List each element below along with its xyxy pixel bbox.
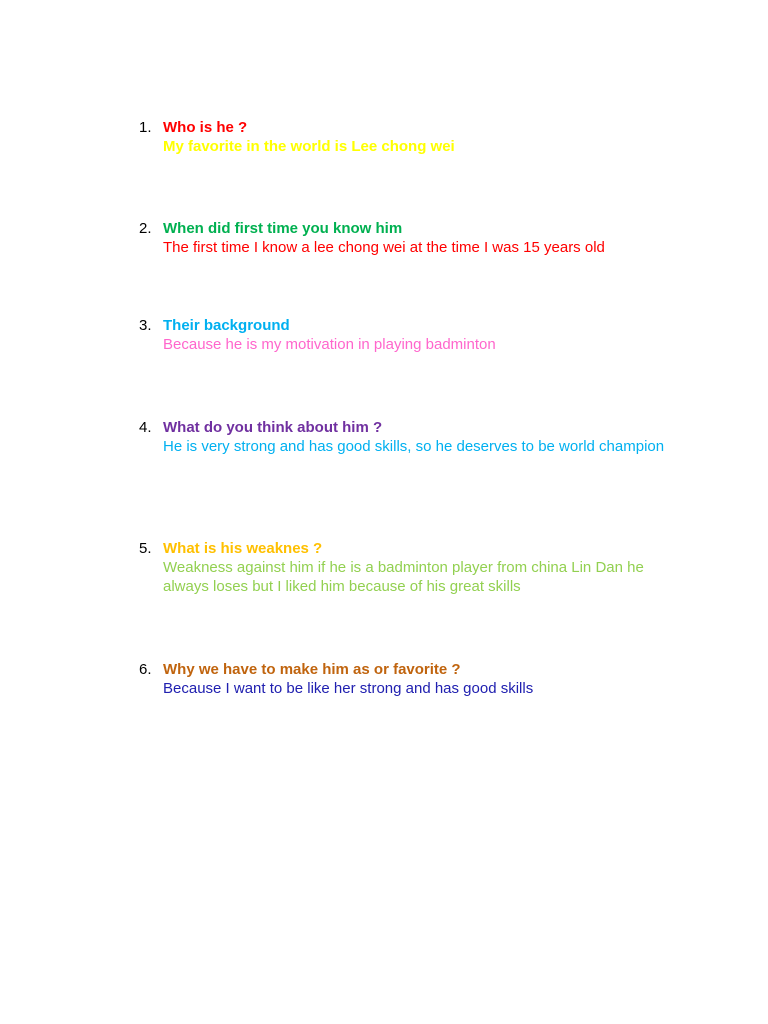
item-number: 1. [139,119,152,136]
item-number: 6. [139,661,152,678]
item-number: 4. [139,419,152,436]
answer-text: My favorite in the world is Lee chong wei [163,138,455,155]
item-content [163,219,679,257]
question-text: When did first time you know him [163,220,403,237]
list-item-4 [139,418,679,456]
answer-text: Because I want to be like her strong and has good skills [163,680,534,697]
question-text: Why we have to make him as or favorite ? [163,661,461,678]
list-item-1 [139,118,679,156]
list-item-3 [139,316,679,354]
list-item-2 [139,219,679,257]
question-text: What do you think about him ? [163,419,383,436]
item-content [163,660,679,698]
answer-text: Because he is my motivation in playing badminton [163,336,496,353]
question-text: What is his weaknes ? [163,540,323,557]
item-content [163,118,679,156]
question-text: Who is he ? [163,119,248,136]
list-item-6 [139,660,679,698]
item-number: 2. [139,220,152,237]
list-item-5 [139,539,679,596]
question-text: Their background [163,317,290,334]
answer-text: Weakness against him if he is a badminton player from china Lin Dan he always loses but I liked him because of his great skills [163,559,644,595]
item-number: 5. [139,540,152,557]
answer-text: He is very strong and has good skills, so he deserves to be world champion [163,438,665,455]
item-content [163,539,679,596]
item-number: 3. [139,317,152,334]
item-content [163,418,679,456]
item-content [163,316,679,354]
answer-text: The first time I know a lee chong wei at the time I was 15 years old [163,239,605,256]
